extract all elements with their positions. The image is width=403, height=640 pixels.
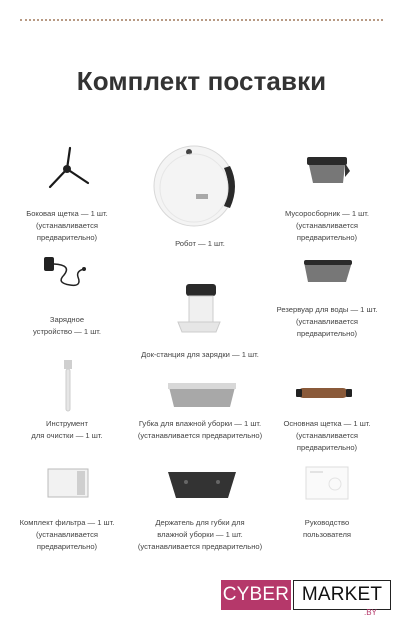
charger-icon: [42, 255, 88, 295]
caption-filter-kit: Комплект фильтра — 1 шт. (устанавливается предварительно): [19, 518, 115, 551]
caption-user-manual: Руководство пользователя: [302, 518, 352, 539]
caption-mop-holder: Держатель для губки для влажной уборки — 1 шт. (устанавливается предварительно): [137, 518, 263, 551]
logo-market: MARKET: [293, 580, 391, 610]
page-title: Комплект поставки: [76, 66, 327, 96]
filter-kit-icon: [47, 467, 91, 499]
caption-main-brush: Основная щетка — 1 шт. (устанавливается предварительно): [283, 419, 371, 452]
dock-station-icon: [176, 282, 222, 334]
caption-dustbin: Мусоросборник — 1 шт. (устанавливается предварительно): [284, 209, 369, 242]
main-brush-icon: [296, 385, 352, 401]
logo-cyber: CYBER: [221, 580, 291, 610]
caption-side-brush: Боковая щетка — 1 шт. (устанавливается предварительно): [26, 209, 108, 242]
caption-robot: Робот — 1 шт.: [175, 239, 225, 248]
mop-holder-icon: [166, 470, 238, 500]
caption-water-tank: Резервуар для воды — 1 шт. (устанавливается предварительно): [276, 305, 378, 338]
top-divider: [20, 19, 383, 21]
cybermarket-logo[interactable]: [221, 577, 391, 619]
cleaning-tool-icon: [63, 360, 73, 412]
mop-pad-icon: [166, 381, 238, 409]
caption-dock: Док-станция для зарядки — 1 шт.: [141, 350, 259, 359]
caption-charger: Зарядное устройство — 1 шт.: [32, 315, 102, 336]
water-tank-icon: [302, 258, 354, 284]
dustbin-icon: [305, 155, 351, 187]
caption-cleaning-tool: Инструмент для очистки — 1 шт.: [31, 419, 103, 440]
caption-mop-pad: Губка для влажной уборки — 1 шт. (устанавливается предварительно): [137, 419, 263, 440]
robot-vacuum-icon: [150, 136, 240, 228]
side-brush-icon: [42, 147, 92, 191]
user-manual-icon: [305, 466, 349, 500]
logo-domain: .BY: [364, 608, 377, 617]
